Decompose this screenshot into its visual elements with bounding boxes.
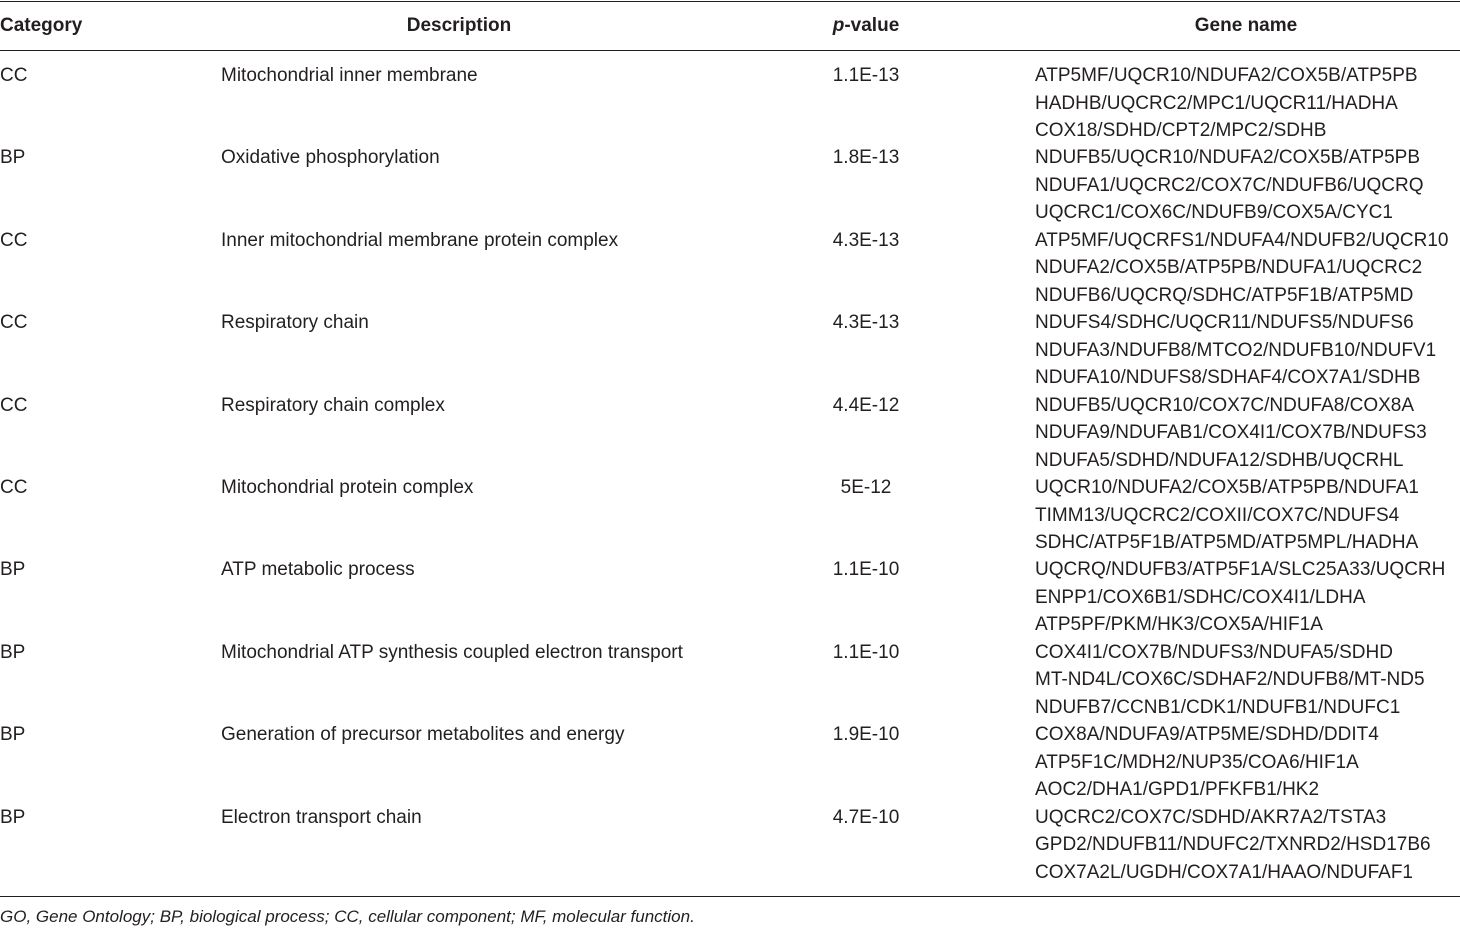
gene-line: UQCRQ/NDUFB3/ATP5F1A/SLC25A33/UQCRH xyxy=(1035,559,1446,581)
cell-description: ATP metabolic process xyxy=(221,559,415,581)
gene-line: NDUFA9/NDUFAB1/COX4I1/COX7B/NDUFS3 xyxy=(1035,422,1427,444)
cell-pvalue: 1.8E-13 xyxy=(832,147,900,169)
cell-pvalue: 4.3E-13 xyxy=(832,312,900,334)
gene-line: NDUFB6/UQCRQ/SDHC/ATP5F1B/ATP5MD xyxy=(1035,284,1414,306)
table-row xyxy=(0,392,1460,475)
cell-category: CC xyxy=(0,312,28,334)
table-row xyxy=(0,556,1460,639)
table-row xyxy=(0,474,1460,557)
gene-line: ENPP1/COX6B1/SDHC/COX4I1/LDHA xyxy=(1035,586,1366,608)
cell-gene-name xyxy=(1035,144,1424,227)
cell-gene-name xyxy=(1035,721,1379,804)
gene-line: COX4I1/COX7B/NDUFS3/NDUFA5/SDHD xyxy=(1035,641,1393,663)
cell-gene-name xyxy=(1035,556,1445,639)
cell-category: CC xyxy=(0,65,28,86)
cell-description: Respiratory chain xyxy=(221,312,369,334)
cell-category: BP xyxy=(0,806,26,828)
gene-line: MT-ND4L/COX6C/SDHAF2/NDUFB8/MT-ND5 xyxy=(1035,669,1425,691)
cell-description: Generation of precursor metabolites and energy xyxy=(221,724,625,746)
table-footnote: GO, Gene Ontology; BP, biological process; CC, cellular component; MF, molecular function. xyxy=(0,907,695,926)
gene-line: NDUFA1/UQCRC2/COX7C/NDUFB6/UQCRQ xyxy=(1035,174,1424,196)
gene-line: UQCR10/NDUFA2/COX5B/ATP5PB/NDUFA1 xyxy=(1035,477,1419,498)
cell-gene-name xyxy=(1035,227,1449,310)
gene-line: NDUFA3/NDUFB8/MTCO2/NDUFB10/NDUFV1 xyxy=(1035,339,1437,361)
cell-category: CC xyxy=(0,477,28,498)
cell-pvalue: 5E-12 xyxy=(840,477,892,498)
header-description: Description xyxy=(406,15,512,36)
cell-gene-name xyxy=(1035,392,1427,475)
cell-pvalue: 1.1E-13 xyxy=(832,65,900,86)
cell-description: Electron transport chain xyxy=(221,806,422,828)
cell-gene-name xyxy=(1035,804,1431,887)
cell-description: Mitochondrial inner membrane xyxy=(221,65,478,86)
cell-pvalue: 1.1E-10 xyxy=(832,559,900,581)
gene-line: NDUFB5/UQCR10/NDUFA2/COX5B/ATP5PB xyxy=(1035,147,1421,169)
gene-line: TIMM13/UQCRC2/COXII/COX7C/NDUFS4 xyxy=(1035,504,1400,526)
cell-pvalue: 4.4E-12 xyxy=(832,394,900,416)
cell-pvalue: 1.1E-10 xyxy=(832,641,900,663)
table-row xyxy=(0,804,1460,887)
table-row xyxy=(0,144,1460,227)
cell-category: CC xyxy=(0,394,28,416)
header-pvalue-suffix: -value xyxy=(844,15,900,36)
cell-gene-name xyxy=(1035,474,1419,557)
gene-line: NDUFB5/UQCR10/COX7C/NDUFA8/COX8A xyxy=(1035,394,1415,416)
cell-description: Respiratory chain complex xyxy=(221,394,445,416)
cell-category: BP xyxy=(0,724,26,746)
cell-description: Inner mitochondrial membrane protein complex xyxy=(221,229,619,251)
header-category: Category xyxy=(0,15,83,36)
table-bottom-rule xyxy=(0,896,1460,897)
gene-line: ATP5MF/UQCRFS1/NDUFA4/NDUFB2/UQCR10 xyxy=(1035,229,1449,251)
gene-line: NDUFS4/SDHC/UQCR11/NDUFS5/NDUFS6 xyxy=(1035,312,1414,334)
gene-line: GPD2/NDUFB11/NDUFC2/TXNRD2/HSD17B6 xyxy=(1035,834,1431,856)
gene-line: COX18/SDHD/CPT2/MPC2/SDHB xyxy=(1035,120,1327,141)
cell-gene-name xyxy=(1035,309,1436,392)
gene-line: ATP5MF/UQCR10/NDUFA2/COX5B/ATP5PB xyxy=(1035,65,1418,86)
cell-category: CC xyxy=(0,229,28,251)
cell-pvalue: 4.3E-13 xyxy=(832,229,900,251)
cell-gene-name xyxy=(1035,62,1418,145)
table-row xyxy=(0,721,1460,804)
gene-line: COX8A/NDUFA9/ATP5ME/SDHD/DDIT4 xyxy=(1035,724,1379,746)
gene-line: ATP5F1C/MDH2/NUP35/COA6/HIF1A xyxy=(1035,751,1359,773)
cell-description: Oxidative phosphorylation xyxy=(221,147,440,169)
gene-line: COX7A2L/UGDH/COX7A1/HAAO/NDUFAF1 xyxy=(1035,861,1413,883)
gene-line: NDUFB7/CCNB1/CDK1/NDUFB1/NDUFC1 xyxy=(1035,696,1401,718)
gene-line: AOC2/DHA1/GPD1/PFKFB1/HK2 xyxy=(1035,779,1320,801)
gene-line: HADHB/UQCRC2/MPC1/UQCR11/HADHA xyxy=(1035,92,1398,114)
cell-description: Mitochondrial protein complex xyxy=(221,477,474,498)
header-gene-name: Gene name xyxy=(1194,15,1298,36)
cell-gene-name xyxy=(1035,639,1425,722)
gene-line: SDHC/ATP5F1B/ATP5MD/ATP5MPL/HADHA xyxy=(1035,532,1419,553)
table-row xyxy=(0,62,1460,145)
header-pvalue xyxy=(766,14,966,38)
header-rule xyxy=(0,50,1460,51)
cell-description: Mitochondrial ATP synthesis coupled electron transport xyxy=(221,641,683,663)
gene-line: NDUFA5/SDHD/NDUFA12/SDHB/UQCRHL xyxy=(1035,449,1404,471)
table-row xyxy=(0,309,1460,392)
table-top-rule xyxy=(0,1,1460,2)
gene-line: NDUFA10/NDUFS8/SDHAF4/COX7A1/SDHB xyxy=(1035,367,1421,389)
cell-category: BP xyxy=(0,147,26,169)
gene-line: UQCRC2/COX7C/SDHD/AKR7A2/TSTA3 xyxy=(1035,806,1387,828)
cell-pvalue: 1.9E-10 xyxy=(832,724,900,746)
gene-line: ATP5PF/PKM/HK3/COX5A/HIF1A xyxy=(1035,614,1323,636)
table-row xyxy=(0,227,1460,310)
header-pvalue-p: p xyxy=(832,15,845,36)
gene-line: NDUFA2/COX5B/ATP5PB/NDUFA1/UQCRC2 xyxy=(1035,257,1423,279)
table-row xyxy=(0,639,1460,722)
cell-pvalue: 4.7E-10 xyxy=(832,806,900,828)
cell-category: BP xyxy=(0,641,26,663)
gene-line: UQCRC1/COX6C/NDUFB9/COX5A/CYC1 xyxy=(1035,202,1393,224)
cell-category: BP xyxy=(0,559,26,581)
